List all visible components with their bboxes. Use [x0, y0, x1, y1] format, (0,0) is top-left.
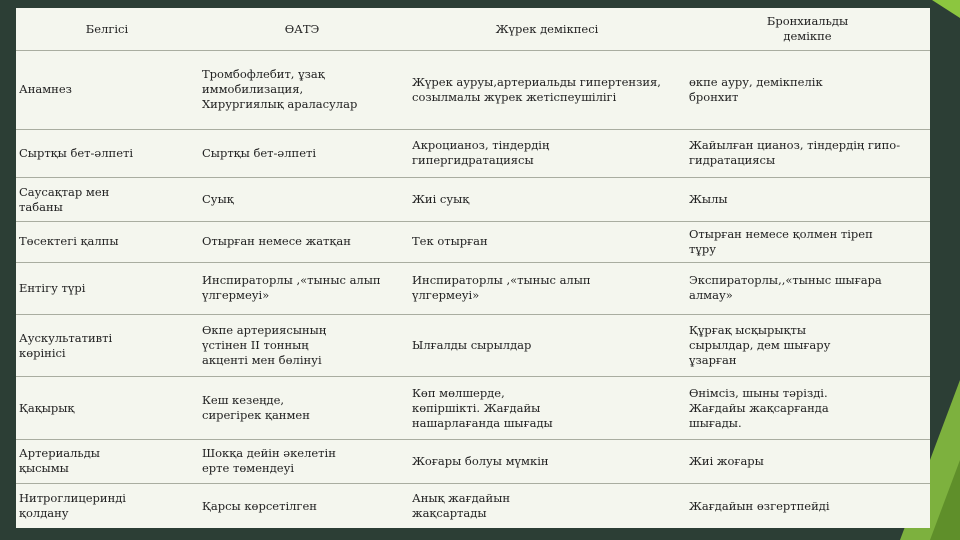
table-header-row: [16, 8, 930, 51]
table-cell: Жағдайын өзгертпейді: [689, 498, 830, 513]
header-sign: Белгісі: [85, 21, 129, 36]
table-cell: Ентігу түрі: [19, 280, 86, 295]
table-cell: Жоғары болуы мүмкін: [412, 453, 549, 468]
table-row: [16, 51, 930, 130]
table-row: [16, 484, 930, 528]
header-bronchial-asthma: Бронхиальды демікпе: [766, 14, 849, 43]
table-cell: Инспираторлы ,«тыныс алып үлгермеуі»: [202, 273, 381, 303]
table-cell: Нитроглицеринді қолдану: [19, 491, 126, 521]
comparison-table: [16, 8, 930, 528]
table-cell: Сыртқы бет-әлпеті: [202, 145, 317, 160]
header-pe: ӨАТЭ: [284, 21, 320, 36]
table-cell: өкпе ауру, демікпелік бронхит: [689, 74, 823, 104]
slide-panel: [16, 8, 930, 528]
table-cell: Құрғақ ысқырықты сырылдар, дем шығару ұзарған: [689, 323, 831, 368]
table-cell: Акроцианоз, тіндердің гипергидратациясы: [412, 138, 550, 168]
header-cardiac-asthma: Жүрек демікпесі: [495, 21, 599, 36]
table-cell: Жайылған цианоз, тіндердің гипо- гидратациясы: [689, 138, 901, 168]
table-cell: Қарсы көрсетілген: [202, 498, 317, 513]
table-cell: Өнімсіз, шыны тәрізді. Жағдайы жақсарғанда шығады.: [689, 385, 829, 430]
table-cell: Отырған немесе қолмен тіреп тұру: [689, 226, 873, 256]
table-cell: Аускультативті көрінісі: [19, 330, 113, 360]
table-row: [16, 439, 930, 483]
table-cell: Жиі суық: [412, 192, 470, 207]
table-cell: Көп мөлшерде, көпіршікті. Жағдайы нашарлағанда шығады: [412, 385, 553, 430]
table-cell: Кеш кезеңде, сирегірек қанмен: [202, 393, 310, 423]
table-cell: Өкпе артериясының үстінен II тонның акценті мен бөлінуі: [202, 323, 327, 368]
table-cell: Саусақтар мен табаны: [19, 184, 110, 214]
table-row: [16, 222, 930, 262]
table-cell: Төсектегі қалпы: [19, 234, 119, 249]
table-cell: Тек отырған: [412, 234, 488, 249]
table-row: [16, 262, 930, 314]
table-cell: Анық жағдайын жақсартады: [412, 491, 511, 521]
table-cell: Сыртқы бет-әлпеті: [19, 145, 134, 160]
table-row: [16, 314, 930, 376]
table-cell: Жылы: [689, 192, 728, 207]
table-cell: Ылғалды сырылдар: [412, 338, 532, 353]
table-row: [16, 177, 930, 221]
table-cell: Суық: [202, 192, 234, 207]
table-cell: Инспираторлы ,«тыныс алып үлгермеуі»: [412, 273, 591, 303]
table-cell: Жүрек ауруы,артериальды гипертензия, созылмалы жүрек жетіспеушілігі: [412, 74, 661, 104]
table-cell: Отырған немесе жатқан: [202, 234, 351, 249]
table-cell: Экспираторлы,,«тыныс шығара алмау»: [689, 273, 882, 303]
table-cell: Жиі жоғары: [689, 453, 764, 468]
table-cell: Анамнез: [19, 82, 72, 97]
table-cell: Тромбофлебит, ұзақ иммобилизация, Хирургиялық араласулар: [202, 67, 358, 112]
table-cell: Артериальды қысымы: [19, 446, 100, 476]
table-cell: Қақырық: [19, 400, 75, 415]
table-cell: Шокқа дейін әкелетін ерте төмендеуі: [202, 446, 336, 476]
table-row: [16, 377, 930, 439]
table-row: [16, 129, 930, 177]
